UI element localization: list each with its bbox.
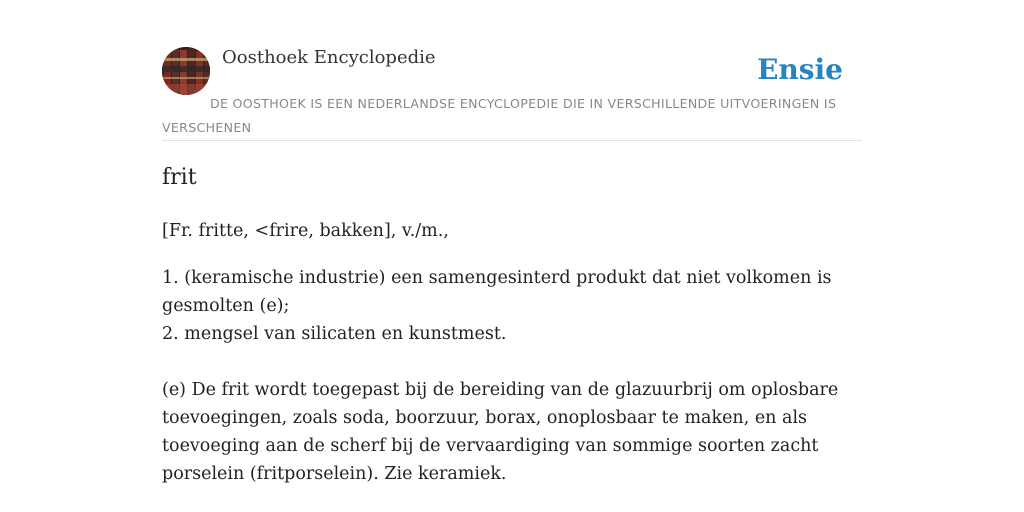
header [162, 46, 862, 141]
article-content [162, 162, 862, 488]
site-tagline: DE OOSTHOEK IS EEN NEDERLANDSE ENCYCLOPEDIE DIE IN VERSCHILLENDE UITVOERINGEN IS VERSCHENEN [162, 96, 837, 135]
encyclopedia-avatar[interactable] [162, 47, 210, 95]
book-spines-icon [162, 47, 210, 95]
article-definition: 1. (keramische industrie) een samengesinterd produkt dat niet volkomen is gesmolten (e); 2. mengsel van silicaten en kunstmest. (e) De frit wordt toegepast bij de bereiding van de glazuurbrij om oplosbare toevoegingen, zoals soda, boorzuur, borax, onoplosbaar te maken, en als toevoeging aan de scherf bij de vervaardiging van sommige soorten zacht porselein (fritporselein). Zie keramiek. [162, 268, 839, 484]
site-title[interactable]: Oosthoek Encyclopedie [222, 47, 436, 68]
article-title: frit [162, 165, 197, 190]
ensie-logo-link[interactable]: Ensie [757, 53, 843, 86]
article-etymology: [Fr. fritte, <frire, bakken], v./m., [162, 221, 449, 241]
